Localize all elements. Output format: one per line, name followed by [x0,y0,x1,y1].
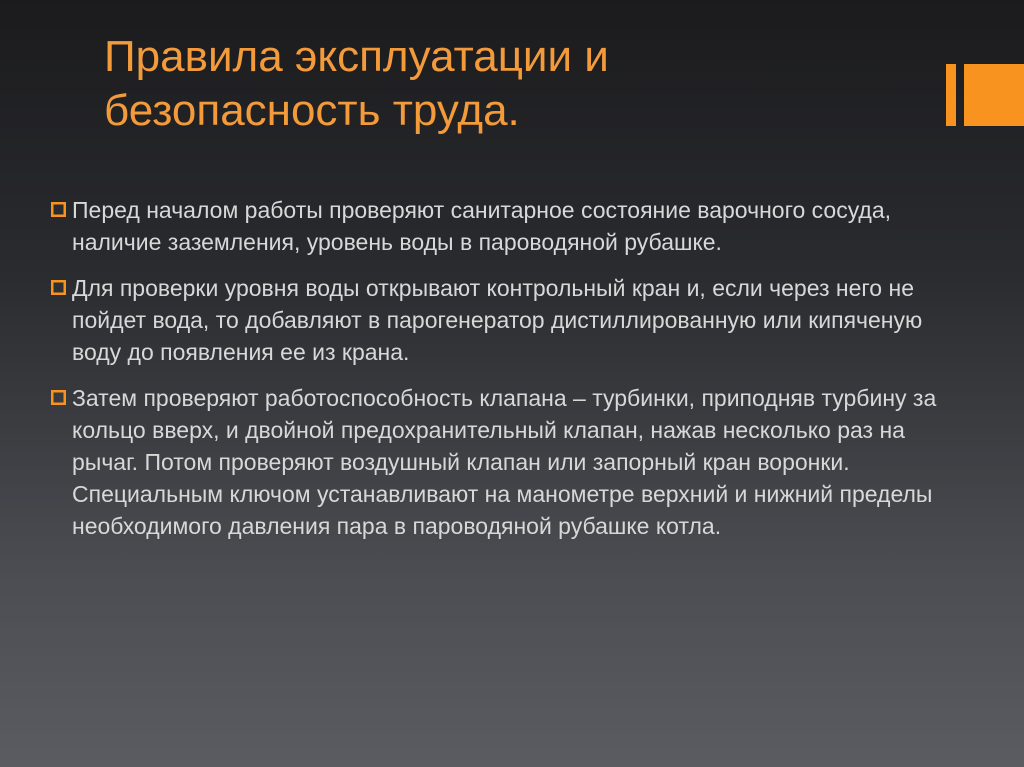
checkbox-square-icon [51,202,66,217]
bullet-text: Перед началом работы проверяют санитарное состояние варочного сосуда, наличие заземления, уровень воды в пароводяной рубашке. [72,197,892,255]
list-item [48,382,968,542]
checkbox-square-icon [51,280,66,295]
bullet-text: Затем проверяют работоспособность клапана – турбинки, приподняв турбину за кольцо вверх, и двойной предохранительный клапан, нажав несколько раз на рычаг. Потом проверяют воздушный клапан или запорный кран воронки. Специальным ключом устанавливают на манометре верхний и нижний пределы необходимого давления пара в пароводяной рубашке котла. [72,385,937,539]
accent-bar-wide [964,64,1024,126]
slide-title: Правила эксплуатации и безопасность труда. [104,32,609,135]
list-item [48,272,968,368]
bullet-list [48,194,968,556]
accent-bar-thin [946,64,956,126]
bullet-text: Для проверки уровня воды открывают контрольный кран и, если через него не пойдет вода, то добавляют в парогенератор дистиллированную или кипяченую воду до появления ее из крана. [72,275,923,365]
list-item [48,194,968,258]
checkbox-square-icon [51,390,66,405]
